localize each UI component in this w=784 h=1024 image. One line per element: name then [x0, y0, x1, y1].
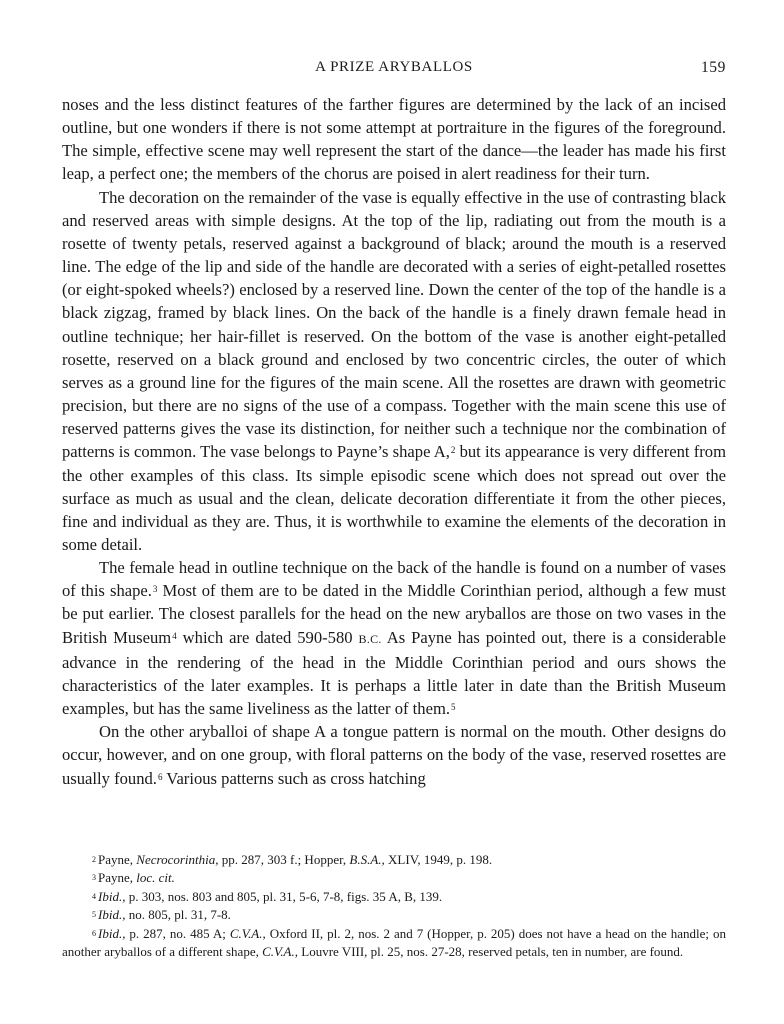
italic-text: Ibid., [98, 888, 126, 904]
text-run: p. 287, no. 485 A; [125, 925, 230, 941]
italic-text: Ibid., [98, 907, 126, 923]
italic-text: Necrocorinthia, [136, 852, 219, 867]
italic-text: C.V.A., [229, 925, 266, 941]
page-number: 159 [700, 59, 726, 76]
running-title: A PRIZE ARYBALLOS [315, 59, 473, 75]
running-header [62, 59, 726, 81]
footnote-reference: 3 [152, 584, 158, 595]
paragraph [62, 720, 726, 789]
text-run: pp. 287, 303 f.; Hopper, [218, 852, 350, 867]
text-run: Payne, [98, 852, 137, 867]
small-caps-text: B.C. [358, 631, 382, 646]
paragraph [62, 556, 726, 720]
footnote-number: 4 [92, 891, 96, 901]
text-run: no. 805, pl. 31, 7-8. [125, 907, 231, 923]
italic-text: Ibid., [98, 925, 126, 941]
body-text [62, 93, 726, 790]
footnote [62, 906, 726, 924]
text-run: The female head in outline technique on the back of the handle is found on a number of vases of this shape. [62, 558, 726, 601]
text-run: On the other aryballoi of shape A a tongue pattern is normal on the mouth. Other designs do occur, however, and on one group, with floral patterns on the body of the vase, reserved rosettes are usually found. [62, 722, 726, 788]
footnote [62, 888, 726, 906]
text-run: p. 303, nos. 803 and 805, pl. 31, 5-6, 7-8, figs. 35 A, B, 139. [125, 888, 443, 904]
text-run: The decoration on the remainder of the vase is equally effective in the use of contrasting black and reserved areas with simple designs. At the top of the lip, radiating out from the mouth is a rosette of twenty petals, reserved against a background of black; around the mouth is a reserved line. The edge of the lip and side of the handle are decorated with a series of eight-petalled rosettes (or eight-spoked wheels?) enclosed by a reserved line. Down the center of the top of the handle is a black zigzag, framed by black lines. On the back of the handle is a finely drawn female head in outline technique; her hair-fillet is reserved. On the bottom of the vase is another eight-petalled rosette, reserved on a black ground and enclosed by two concentric circles, the outer of which serves as a ground line for the figures of the main scene. All the rosettes are drawn with geometric precision, but there are no signs of the use of a compass. Together with the main scene this use of reserved patterns gives the vase its distinction, for neither such a technique nor the combination of patterns is common. The vase belongs to Payne’s shape A, [62, 187, 726, 462]
footnotes [62, 851, 726, 961]
footnote [62, 869, 726, 887]
italic-text: C.V.A., [262, 944, 298, 960]
paragraph [62, 186, 726, 557]
footnote-reference: 5 [451, 702, 456, 713]
text-run: Payne, [98, 870, 137, 886]
text-run: but its appearance is very different from the other examples of this class. Its simple episodic scene which does not spread out over the surface as much as usual and the clean, delicate decoration differentiate it from the other pieces, fine and individual as they are. Thus, it is worthwhile to examine the elements of the decoration in some detail. [62, 442, 726, 554]
footnote [62, 925, 726, 962]
italic-text: loc. cit. [136, 870, 175, 886]
footnote-number: 2 [92, 855, 96, 864]
text-run: Oxford II, pl. 2, nos. 2 and 7 (Hopper, p. 205) does not have a head on the handle; on another aryballos of a different shape, [62, 925, 726, 960]
footnote [62, 851, 726, 869]
text-run: Various patterns such as cross hatching [162, 768, 426, 788]
footnote-number: 6 [92, 928, 96, 938]
text-run: noses and the less distinct features of the farther figures are determined by the lack of an incised outline, but one wonders if there is not some attempt at portraiture in the figures of the foreground. The simple, effective scene may well represent the start of the dance—the leader has made his first leap, a perfect one; the members of the chorus are poised in alert readiness for their turn. [62, 95, 726, 184]
footnote-reference: 6 [157, 771, 163, 782]
text-run: Most of them are to be dated in the Middle Corinthian period, although a few must be put earlier. The closest parallels for the head on the new aryballos are those on two vases in the British Museum [62, 581, 727, 647]
text-run: which are dated 590-580 [176, 627, 359, 647]
footnote-reference: 2 [450, 445, 456, 456]
footnote-number: 3 [92, 873, 96, 883]
text-run: XLIV, 1949, p. 198. [384, 852, 493, 867]
text-run: Louvre VIII, pl. 25, nos. 27-28, reserved petals, ten in number, are found. [298, 944, 684, 960]
italic-text: B.S.A., [349, 852, 385, 867]
footnote-number: 5 [92, 910, 96, 920]
text-run: As Payne has pointed out, there is a considerable advance in the rendering of the head in the Middle Corinthian period and ours shows the characteristics of the later examples. It is perhaps a little later in date than the British Museum examples, but has the same liveliness as the latter of them. [62, 627, 727, 719]
paragraph [62, 93, 726, 186]
footnote-reference: 4 [172, 630, 177, 641]
